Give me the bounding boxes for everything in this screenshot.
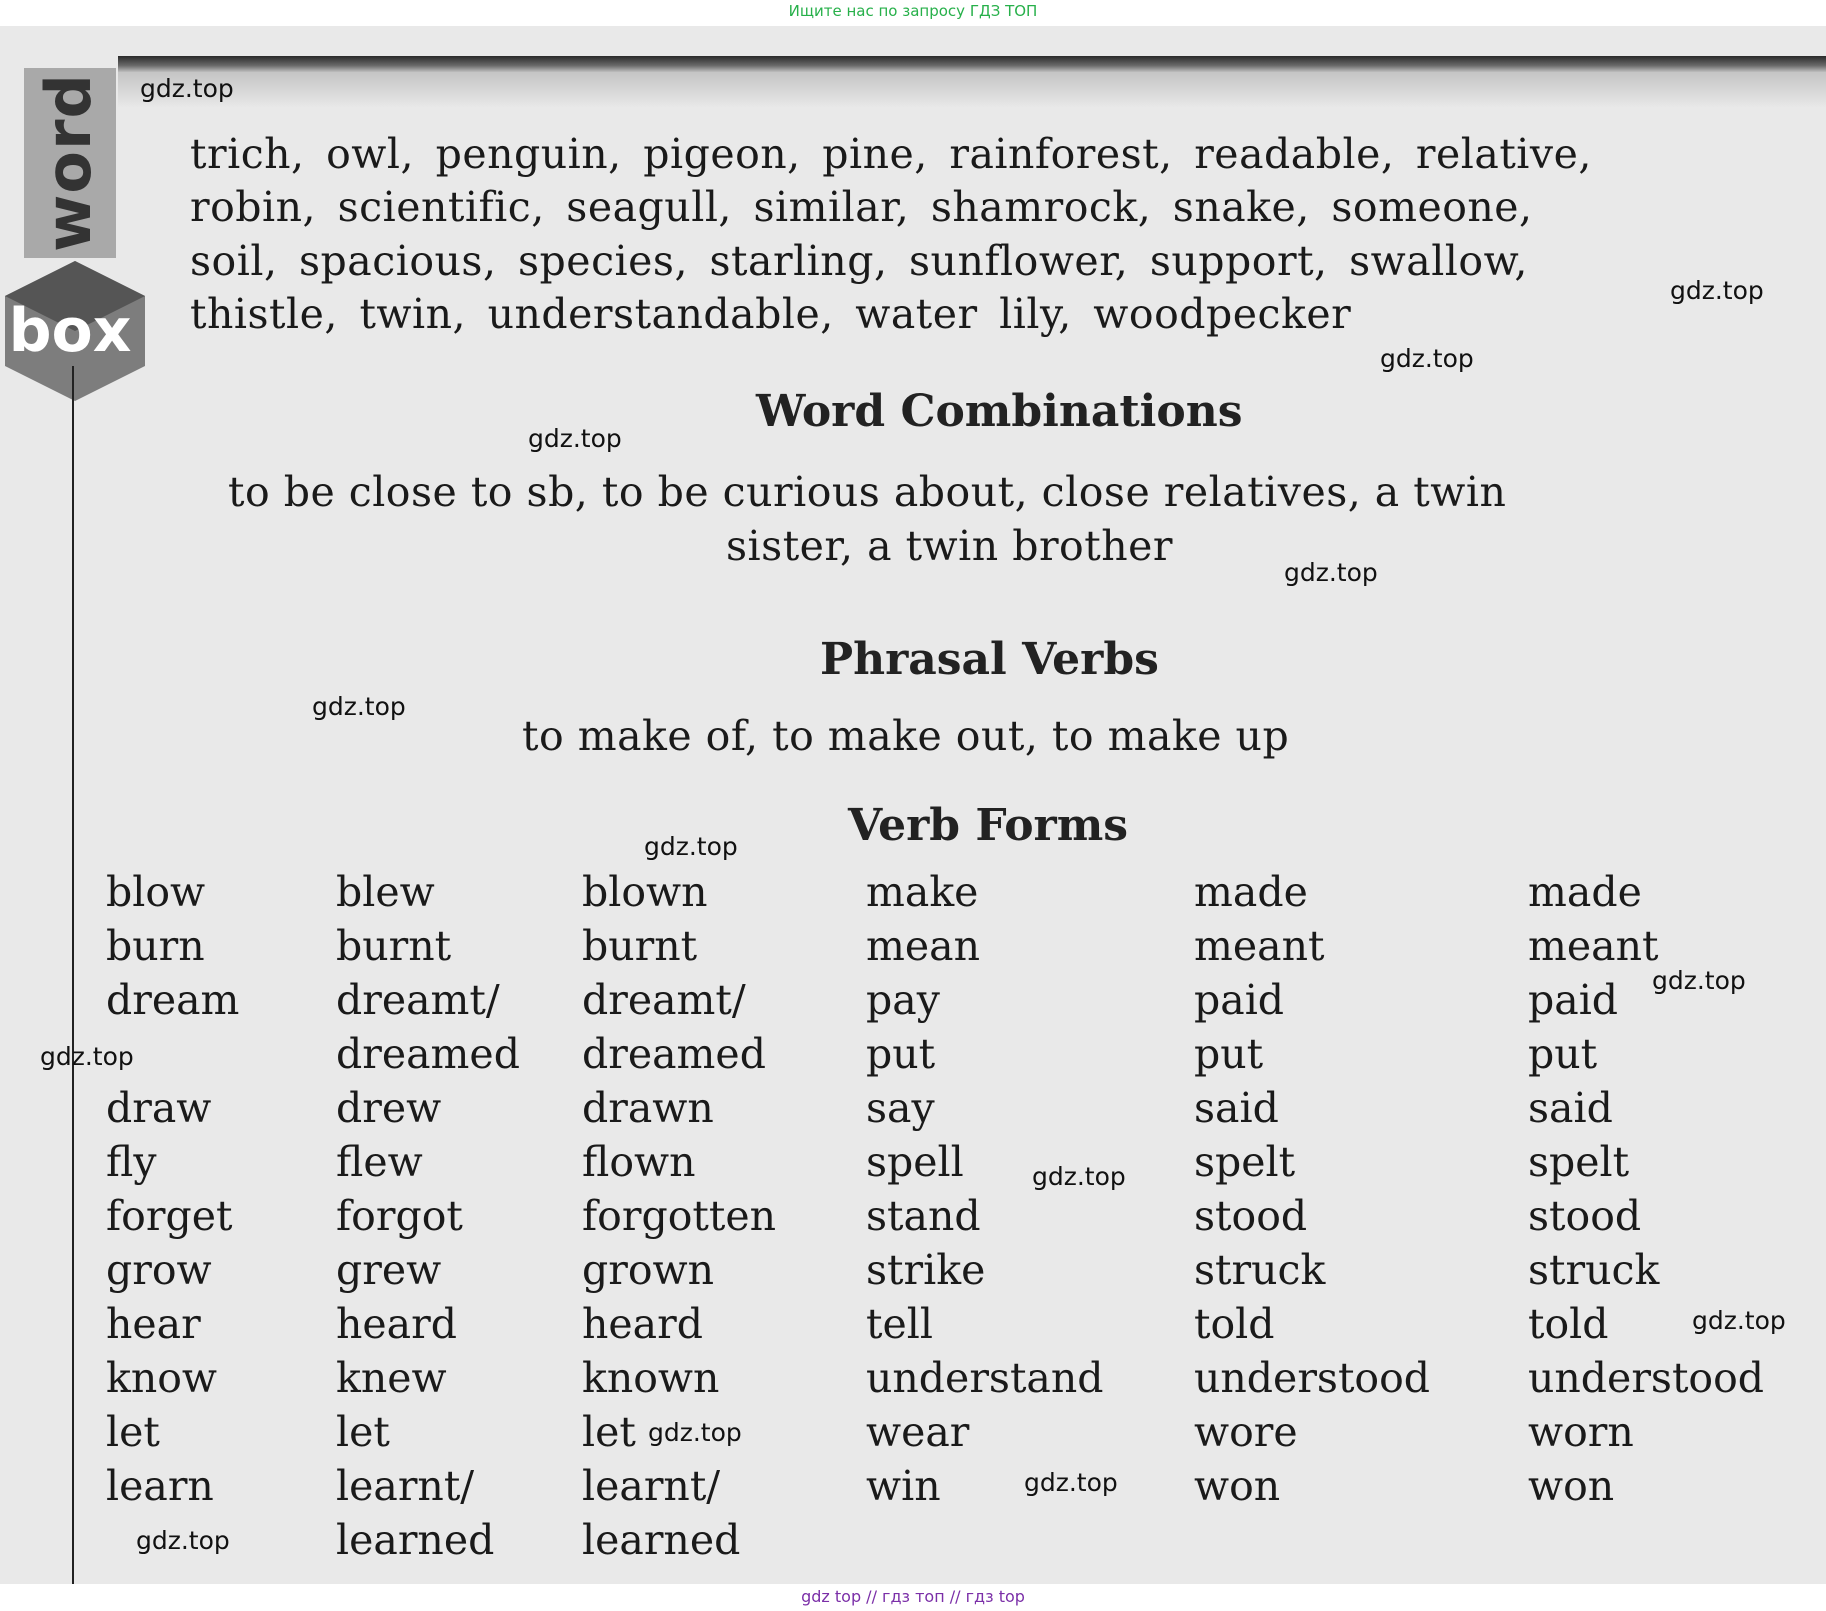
- watermark-text: gdz.top: [528, 424, 622, 453]
- verb-form-cell: learned: [582, 1516, 741, 1564]
- verb-form-cell: put: [1528, 1030, 1598, 1078]
- verb-form-cell: fly: [106, 1138, 157, 1186]
- verb-form-cell: burnt: [336, 922, 452, 970]
- verb-form-cell: grow: [106, 1246, 212, 1294]
- verb-form-cell: heard: [582, 1300, 703, 1348]
- verb-form-cell: learnt/: [582, 1462, 721, 1510]
- box-label: box: [8, 296, 132, 366]
- verb-form-cell: flown: [582, 1138, 696, 1186]
- verb-form-cell: dreamt/: [582, 976, 746, 1024]
- verb-form-cell: make: [866, 868, 979, 916]
- verb-form-cell: worn: [1528, 1408, 1634, 1456]
- verb-form-cell: win: [866, 1462, 941, 1510]
- verb-form-cell: spell: [866, 1138, 964, 1186]
- watermark-text: gdz.top: [140, 74, 234, 103]
- verb-form-cell: mean: [866, 922, 980, 970]
- verb-form-cell: wear: [866, 1408, 970, 1456]
- verb-form-cell: understand: [866, 1354, 1104, 1402]
- verb-form-cell: understood: [1194, 1354, 1431, 1402]
- watermark-text: gdz.top: [312, 692, 406, 721]
- word-list-line: trich, owl, penguin, pigeon, pine, rainforest, readable, relative,: [190, 130, 1592, 178]
- verb-form-cell: grew: [336, 1246, 442, 1294]
- verb-form-cell: forgot: [336, 1192, 463, 1240]
- verb-form-cell: put: [866, 1030, 936, 1078]
- verb-form-cell: draw: [106, 1084, 212, 1132]
- watermark-text: gdz.top: [648, 1418, 742, 1447]
- verb-form-cell: forgotten: [582, 1192, 777, 1240]
- verb-form-cell: made: [1194, 868, 1308, 916]
- verb-form-cell: won: [1528, 1462, 1615, 1510]
- verb-form-cell: dreamt/: [336, 976, 500, 1024]
- verb-form-cell: blow: [106, 868, 206, 916]
- verb-form-cell: strike: [866, 1246, 986, 1294]
- verb-form-cell: understood: [1528, 1354, 1765, 1402]
- word-combinations-line: to be close to sb, to be curious about, close relatives, a twin: [228, 468, 1507, 516]
- watermark-text: gdz.top: [136, 1526, 230, 1555]
- watermark-text: gdz.top: [1692, 1306, 1786, 1335]
- verb-forms-heading: Verb Forms: [848, 800, 1129, 851]
- left-rule: [72, 366, 74, 1584]
- watermark-text: gdz.top: [1284, 558, 1378, 587]
- word-combinations-line: sister, a twin brother: [726, 522, 1173, 570]
- watermark-text: gdz.top: [1032, 1162, 1126, 1191]
- verb-form-cell: dreamed: [336, 1030, 520, 1078]
- verb-form-cell: won: [1194, 1462, 1281, 1510]
- word-list-line: robin, scientific, seagull, similar, shamrock, snake, someone,: [190, 183, 1533, 231]
- watermark-text: gdz.top: [644, 832, 738, 861]
- verb-form-cell: blown: [582, 868, 708, 916]
- phrasal-verbs-text: to make of, to make out, to make up: [522, 712, 1290, 760]
- verb-form-cell: let: [106, 1408, 160, 1456]
- verb-form-cell: learnt/: [336, 1462, 475, 1510]
- verb-form-cell: told: [1528, 1300, 1609, 1348]
- textbook-page: [0, 26, 1826, 1584]
- verb-form-cell: forget: [106, 1192, 233, 1240]
- verb-form-cell: grown: [582, 1246, 715, 1294]
- verb-form-cell: struck: [1194, 1246, 1326, 1294]
- verb-form-cell: pay: [866, 976, 940, 1024]
- verb-form-cell: drawn: [582, 1084, 714, 1132]
- verb-form-cell: dreamed: [582, 1030, 766, 1078]
- verb-form-cell: meant: [1528, 922, 1659, 970]
- verb-form-cell: hear: [106, 1300, 201, 1348]
- word-combinations-heading: Word Combinations: [756, 386, 1243, 437]
- verb-form-cell: meant: [1194, 922, 1325, 970]
- verb-form-cell: stand: [866, 1192, 981, 1240]
- verb-form-cell: know: [106, 1354, 218, 1402]
- verb-form-cell: let: [582, 1408, 636, 1456]
- phrasal-verbs-heading: Phrasal Verbs: [820, 634, 1159, 685]
- verb-form-cell: knew: [336, 1354, 447, 1402]
- verb-form-cell: drew: [336, 1084, 442, 1132]
- search-banner: Ищите нас по запросу ГДЗ ТОП: [788, 2, 1038, 20]
- verb-form-cell: said: [1528, 1084, 1613, 1132]
- watermark-text: gdz.top: [1380, 344, 1474, 373]
- watermark-text: gdz.top: [1670, 276, 1764, 305]
- verb-form-cell: tell: [866, 1300, 933, 1348]
- verb-form-cell: burn: [106, 922, 205, 970]
- verb-form-cell: wore: [1194, 1408, 1298, 1456]
- word-list-line: thistle, twin, understandable, water lily, woodpecker: [190, 290, 1352, 338]
- top-rule: [118, 56, 1826, 72]
- verb-form-cell: let: [336, 1408, 390, 1456]
- verb-form-cell: heard: [336, 1300, 457, 1348]
- verb-form-cell: burnt: [582, 922, 698, 970]
- verb-form-cell: blew: [336, 868, 435, 916]
- top-shade: [118, 72, 1826, 108]
- verb-form-cell: learned: [336, 1516, 495, 1564]
- verb-form-cell: made: [1528, 868, 1642, 916]
- verb-form-cell: paid: [1528, 976, 1619, 1024]
- verb-form-cell: stood: [1528, 1192, 1642, 1240]
- watermark-text: gdz.top: [40, 1042, 134, 1071]
- verb-form-cell: struck: [1528, 1246, 1660, 1294]
- verb-form-cell: spelt: [1194, 1138, 1296, 1186]
- verb-form-cell: told: [1194, 1300, 1275, 1348]
- verb-form-cell: paid: [1194, 976, 1285, 1024]
- footer-banner: gdz top // гдз топ // гдз top: [801, 1587, 1025, 1606]
- word-list-line: soil, spacious, species, starling, sunflower, support, swallow,: [190, 237, 1528, 285]
- verb-form-cell: flew: [336, 1138, 423, 1186]
- verb-form-cell: said: [1194, 1084, 1279, 1132]
- verb-form-cell: put: [1194, 1030, 1264, 1078]
- verb-form-cell: learn: [106, 1462, 214, 1510]
- verb-form-cell: spelt: [1528, 1138, 1630, 1186]
- verb-form-cell: known: [582, 1354, 720, 1402]
- verb-form-cell: stood: [1194, 1192, 1308, 1240]
- watermark-text: gdz.top: [1652, 966, 1746, 995]
- verb-form-cell: dream: [106, 976, 240, 1024]
- verb-form-cell: say: [866, 1084, 935, 1132]
- watermark-text: gdz.top: [1024, 1468, 1118, 1497]
- word-box-tab-label: word: [31, 72, 105, 252]
